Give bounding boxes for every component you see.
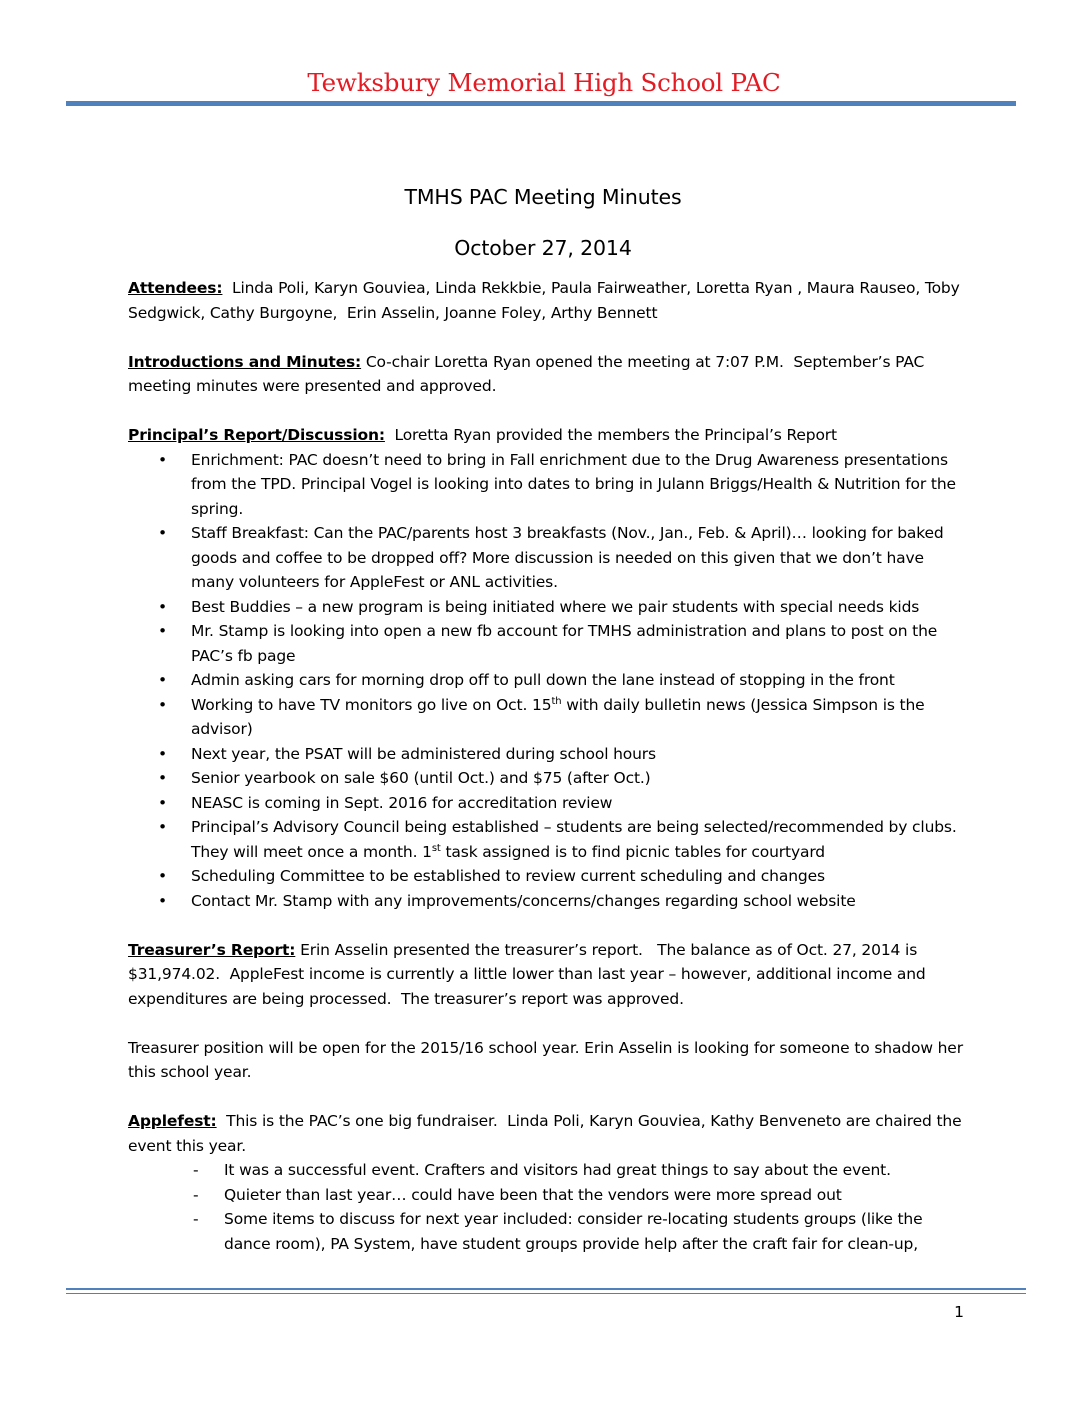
introductions-section [128, 350, 968, 399]
list-item [128, 693, 968, 742]
document-title: TMHS PAC Meeting Minutes [404, 185, 682, 209]
treasurer-text: Erin Asselin presented the treasurer’s report. The balance as of Oct. 27, 2014 is $31,974.02. AppleFest income is currently a little lower than last year – however, additional income and expenditures are being processed. The treasurer’s report was approved. [128, 940, 931, 1008]
applefest-section [128, 1109, 968, 1158]
list-item [128, 619, 968, 668]
principal-text: Loretta Ryan provided the members the Principal’s Report [384, 426, 837, 444]
list-item-text: Staff Breakfast: Can the PAC/parents host 3 breakfasts (Nov., Jan., Feb. & April)… looking for baked goods and coffee to be dropped off? More discussion is needed on this given that we don’t have many volunteers for AppleFest or ANL activities. [191, 524, 944, 591]
list-item [128, 1183, 968, 1208]
list-item [128, 889, 968, 914]
bullet-icon: • [158, 769, 167, 787]
bullet-icon: • [158, 891, 167, 910]
document-body [128, 182, 968, 1256]
list-item-text: Best Buddies – a new program is being initiated where we pair students with special needs kids [191, 597, 920, 616]
bullet-icon: • [158, 818, 167, 836]
principal-section [128, 423, 968, 448]
list-item-text: Enrichment: PAC doesn’t need to bring in Fall enrichment due to the Drug Awareness presentations from the TPD. Principal Vogel is looking into dates to bring in Julann Briggs/Health & Nutrition for the spring. [191, 450, 956, 518]
list-item-text: with daily bulletin news (Jessica Simpson is the advisor) [191, 695, 930, 738]
list-item-text: Quieter than last year… could have been that the vendors were more spread out [224, 1185, 842, 1204]
superscript: th [551, 695, 562, 707]
list-item [128, 766, 968, 791]
list-item [128, 595, 968, 620]
dash-icon: - [193, 1210, 199, 1228]
bullet-icon: • [158, 744, 167, 763]
attendees-section [128, 276, 968, 325]
applefest-list [128, 1158, 968, 1256]
list-item-text: Scheduling Committee to be established to review current scheduling and changes [191, 867, 825, 885]
superscript: st [431, 842, 441, 854]
bullet-icon: • [158, 450, 167, 469]
list-item-text: Senior yearbook on sale $60 (until Oct.) and $75 (after Oct.) [191, 769, 651, 787]
treasurer-heading: Treasurer’s Report: [128, 940, 296, 959]
applefest-heading: Applefest: [128, 1112, 217, 1130]
list-item-text: task assigned is to find picnic tables for courtyard [440, 842, 825, 861]
bullet-icon: • [158, 524, 167, 542]
bullet-icon: • [158, 622, 167, 640]
footer-rule [66, 1293, 1026, 1294]
list-item [128, 668, 968, 693]
list-item-text: Admin asking cars for morning drop off to pull down the lane instead of stopping in the front [191, 671, 895, 689]
introductions-text: Co-chair Loretta Ryan opened the meeting at 7:07 P.M. September’s PAC meeting minutes were presented and approved. [128, 352, 929, 395]
bullet-icon: • [158, 671, 167, 689]
bullet-icon: • [158, 597, 167, 616]
footer-rule [66, 1288, 1026, 1290]
list-item [128, 521, 968, 595]
applefest-text: This is the PAC’s one big fundraiser. Linda Poli, Karyn Gouviea, Kathy Benveneto are chaired the event this year. [128, 1112, 967, 1155]
organization-title: Tewksbury Memorial High School PAC [307, 68, 781, 97]
treasurer-section [128, 938, 968, 1012]
list-item-text: Principal’s Advisory Council being established – students are being selected/recommended by clubs. They will meet once a month. 1 [191, 818, 957, 861]
list-item [128, 448, 968, 522]
list-item-text: Mr. Stamp is looking into open a new fb account for TMHS administration and plans to post on the PAC’s fb page [191, 622, 938, 665]
bullet-icon: • [158, 793, 167, 812]
list-item-text: Some items to discuss for next year included: consider re-locating students groups (like the dance room), PA System, have student groups provide help after the craft fair for clean-up, [224, 1210, 923, 1253]
list-item-text: Working to have TV monitors go live on Oct. 15 [191, 695, 552, 714]
attendees-heading: Attendees: [128, 279, 223, 297]
list-item-text: It was a successful event. Crafters and visitors had great things to say about the event. [224, 1161, 891, 1179]
list-item-text: NEASC is coming in Sept. 2016 for accreditation review [191, 793, 613, 812]
list-item [128, 864, 968, 889]
bullet-icon: • [158, 695, 167, 714]
list-item [128, 1207, 968, 1256]
header-rule [66, 101, 1016, 106]
principal-heading: Principal’s Report/Discussion: [128, 426, 385, 444]
document-date: October 27, 2014 [454, 236, 632, 260]
list-item-text: Contact Mr. Stamp with any improvements/concerns/changes regarding school website [191, 891, 856, 910]
list-item [128, 815, 968, 864]
page-number: 1 [954, 1303, 964, 1321]
introductions-heading: Introductions and Minutes: [128, 352, 362, 371]
dash-icon: - [193, 1161, 199, 1179]
list-item-text: Next year, the PSAT will be administered during school hours [191, 744, 656, 763]
list-item [128, 1158, 968, 1183]
dash-icon: - [193, 1185, 199, 1204]
treasurer-position-note: Treasurer position will be open for the 2015/16 school year. Erin Asselin is looking for someone to shadow her this school year. [128, 1038, 963, 1081]
principal-report-list [128, 448, 968, 914]
list-item [128, 791, 968, 816]
list-item [128, 742, 968, 767]
bullet-icon: • [158, 867, 167, 885]
attendees-text: Linda Poli, Karyn Gouviea, Linda Rekkbie, Paula Fairweather, Loretta Ryan , Maura Rauseo, Toby Sedgwick, Cathy Burgoyne, Erin Asselin, Joanne Foley, Arthy Bennett [128, 279, 965, 322]
